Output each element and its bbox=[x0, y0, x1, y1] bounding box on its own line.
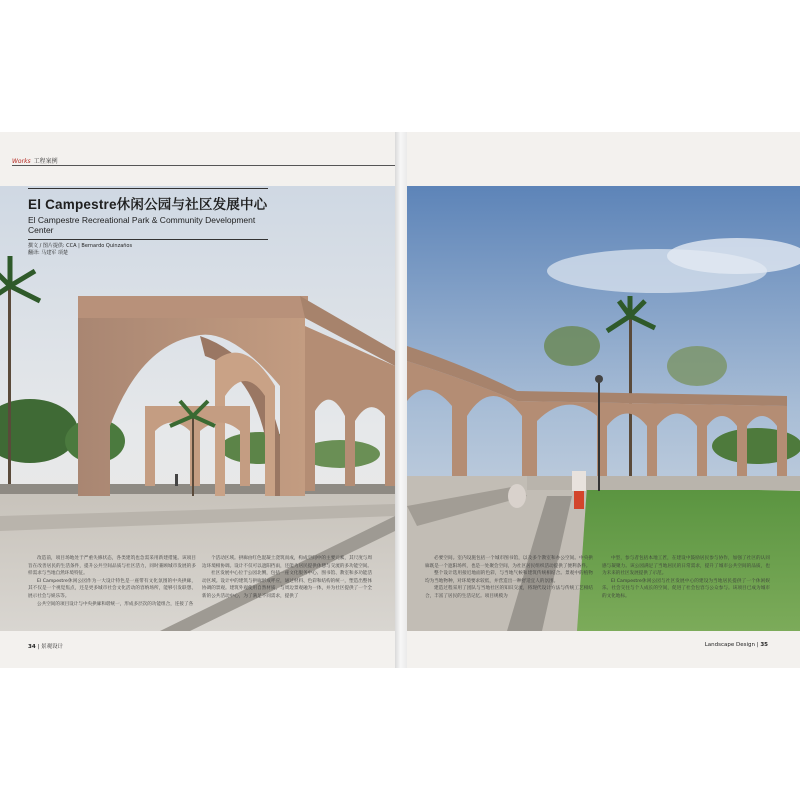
title-rule-top bbox=[28, 188, 268, 189]
spread-gutter bbox=[395, 132, 407, 668]
left-folio: 34 | 景观设计 bbox=[28, 644, 64, 650]
paragraph: 整个设计选用接近地面的色彩，与当地气候和建筑传统相结合。景观中的植物均为当地物种，对环境要求较低，并营造出一种舒适宜人的氛围。 bbox=[425, 571, 593, 584]
paragraph: 社区发展中心位于公园北侧，包括一座文化服务中心、图书馆、教室和多功能活动区域。设计中的建筑与拱廊形成呼应，通过材料、色彩和结构的统一，塑造出整体协调的景观。建筑外观使用自然材质，与周边景观融为一体，并为社区提供了一个全新的公共活动中心，为了满足不同需求，提供了 bbox=[202, 571, 372, 599]
body-column-4 bbox=[602, 555, 770, 601]
paragraph: 个活动区域。拱廊由红色混凝土浇筑而成，构成空间中的主要元素，其尺度与周边环境相协调。设计不仅可以遮阳挡雨，还能为居民提供休憩与交流的多功能空间。 bbox=[202, 556, 372, 569]
section-tag-cn: 工程案例 bbox=[33, 158, 58, 165]
paragraph: El Campestre休闲公园作为一大设计特色是一座带有文化氛围的中央拱廊，其不仅是一个视觉焦点，还是更多城市社会文化活动的容纳场所，能够引发联想、展示社会与娱乐等。 bbox=[28, 578, 196, 599]
paragraph: El Campestre休闲公园与社区发展中心的建设为当地居民提供了一个休闲娱乐、社会交往与个人成长的空间，促进了社会包容与公众参与。该项目已成为城市的文化地标。 bbox=[602, 578, 770, 599]
section-tag bbox=[12, 156, 58, 165]
right-magazine-name: Landscape Design bbox=[704, 642, 755, 648]
paragraph: 建造过程采用了团队与当地社区的知识交流，将现代设计方法与传统工艺相结合，丰富了居民的生活记忆。项目规模为 bbox=[425, 586, 593, 599]
article-title-cn: El Campestre休闲公园与社区发展中心 bbox=[28, 197, 268, 212]
paragraph: 公共空间的项目设计与中央拱廊和谐统一，形成多层次的功能组合，连接了各 bbox=[37, 601, 194, 607]
article-title-en: El Campestre Recreational Park & Community Development Center bbox=[28, 215, 256, 235]
body-column-3 bbox=[425, 555, 593, 601]
title-block bbox=[28, 188, 268, 257]
paragraph: 中型，参与者包括本地工匠，在建设中鼓励居民参与协作，加强了社区的认同感与凝聚力。该公园满足了当地居民的日常需求，提升了城市公共空间的品质，也为未来的社区发展提供了示范。 bbox=[602, 556, 770, 577]
paragraph: 必要空间。室内设施包括一个城市图书馆，以及多个教室和办公空间。中央拱廊既是一个遮阳场所，也是一处聚会空间，为社区居民组织活动提供了便利条件。 bbox=[425, 556, 593, 569]
left-page-number: 34 bbox=[28, 644, 36, 650]
article-credits bbox=[28, 243, 268, 257]
credit-text-photo: 撰文 / 图片提供: CCA | Bernardo Quinzaños bbox=[28, 243, 133, 249]
credit-translation: 翻译: 马建军 项楚 bbox=[28, 250, 68, 256]
right-folio: Landscape Design | 35 bbox=[704, 642, 768, 648]
body-column-1 bbox=[28, 555, 196, 608]
section-tag-en: Works bbox=[12, 158, 31, 165]
left-magazine-name: 景观设计 bbox=[41, 644, 64, 650]
paragraph: 改造前，项目场地处于严重失修状态，各类建筑也急需采用新建措施。该项目旨在改善居民的生活条件，提升公共空间品质与社区活力，同时兼顾城市发展的多样需求与当地自然环境特征。 bbox=[28, 556, 196, 577]
section-rule bbox=[12, 165, 395, 166]
right-page-number: 35 bbox=[760, 642, 768, 648]
body-column-2 bbox=[202, 555, 372, 601]
title-rule-bottom bbox=[28, 239, 268, 240]
